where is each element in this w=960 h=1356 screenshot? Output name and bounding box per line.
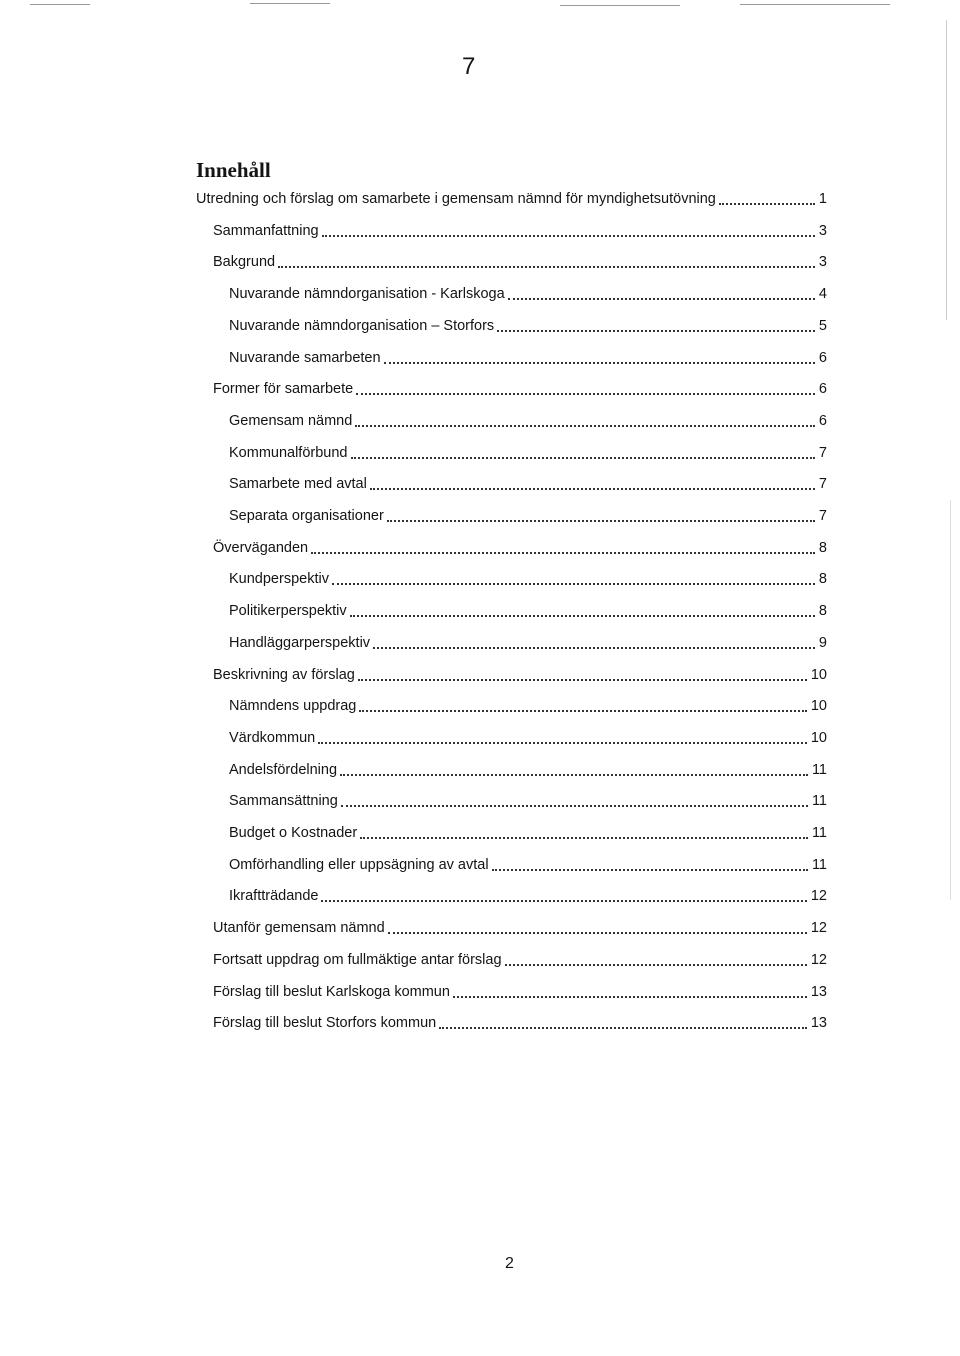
- toc-entry: [229, 882, 827, 906]
- toc-entry-page: 12: [810, 951, 827, 968]
- scan-noise: [30, 4, 90, 5]
- toc-entry: [196, 185, 827, 209]
- toc-entry-page: 5: [818, 317, 827, 334]
- toc-entry-title: Utanför gemensam nämnd: [213, 920, 385, 937]
- toc-entry: [229, 597, 827, 621]
- scan-noise: [946, 20, 947, 320]
- toc-entry-title: Nämndens uppdrag: [229, 698, 357, 715]
- toc-entry-leader: [356, 393, 815, 395]
- toc-entry-page: 9: [818, 634, 827, 651]
- toc-entry-title: Beskrivning av förslag: [213, 666, 355, 683]
- toc-entry: [213, 661, 827, 685]
- toc-entry: [213, 914, 827, 938]
- toc-entry-title: Förslag till beslut Storfors kommun: [213, 1015, 437, 1032]
- toc-entry-title: Nuvarande nämndorganisation – Storfors: [229, 317, 495, 334]
- toc-entry-leader: [505, 964, 807, 966]
- toc-entry-leader: [350, 615, 815, 617]
- toc-entry: [229, 470, 827, 494]
- page-number-top: 7: [462, 53, 476, 80]
- toc-entry-leader: [439, 1027, 807, 1029]
- toc-entry: [229, 629, 827, 653]
- toc-entry-leader: [370, 488, 815, 490]
- toc-entry-leader: [388, 932, 807, 934]
- toc-entry-title: Separata organisationer: [229, 508, 384, 524]
- toc-entry-page: 6: [818, 381, 827, 398]
- toc-entry-title: Förslag till beslut Karlskoga kommun: [213, 983, 450, 1000]
- toc-entry-title: Nuvarande nämndorganisation - Karlskoga: [229, 286, 505, 303]
- toc-entry: [229, 312, 827, 336]
- toc-entry-page: 6: [818, 349, 827, 366]
- toc-entry-page: 3: [818, 254, 827, 271]
- toc-entry: [229, 565, 827, 589]
- toc-entry: [229, 851, 827, 875]
- toc-entry-leader: [278, 266, 815, 268]
- toc-entry-leader: [351, 457, 815, 459]
- toc-entry-page: 8: [818, 539, 827, 556]
- toc-entry-leader: [340, 774, 808, 776]
- toc-entry-leader: [360, 837, 808, 839]
- toc-entry-title: Budget o Kostnader: [229, 825, 358, 841]
- toc-entry: [213, 248, 827, 272]
- toc-entry: [229, 344, 827, 368]
- toc-entry-leader: [387, 520, 815, 522]
- toc-entry-title: Andelsfördelning: [229, 761, 338, 778]
- toc-entry-page: 13: [810, 1015, 827, 1032]
- scan-noise: [250, 3, 330, 4]
- toc-entry-leader: [508, 298, 815, 300]
- toc-entry: [213, 1009, 827, 1033]
- toc-entry-leader: [311, 552, 815, 554]
- toc-entry: [213, 375, 827, 399]
- toc-entry-title: Politikerperspektiv: [229, 603, 347, 620]
- scan-noise: [950, 500, 951, 900]
- toc-entry: [229, 724, 827, 748]
- toc-entry-title: Bakgrund: [213, 254, 276, 271]
- toc-entry-title: Värdkommun: [229, 729, 316, 746]
- toc-entry: [213, 946, 827, 970]
- toc-entry-page: 4: [818, 286, 827, 303]
- toc-entry-page: 13: [810, 983, 827, 1000]
- toc-entry: [229, 756, 827, 780]
- toc-entry-leader: [453, 996, 807, 998]
- toc-entry-title: Handläggarperspektiv: [229, 634, 371, 651]
- toc-entry: [229, 819, 827, 843]
- toc-entry-leader: [359, 710, 806, 712]
- toc-entry-page: 11: [811, 856, 827, 873]
- toc-entry-leader: [355, 425, 815, 427]
- toc-entry-leader: [341, 805, 808, 807]
- toc-entry-leader: [384, 362, 815, 364]
- toc-entry-page: 1: [818, 191, 827, 207]
- toc-entry-leader: [318, 742, 807, 744]
- toc-entry-title: Sammanfattning: [213, 222, 319, 239]
- toc-entry-leader: [332, 583, 815, 585]
- toc-entry: [229, 787, 827, 811]
- scan-noise: [560, 5, 680, 6]
- toc-entry-page: 10: [810, 729, 827, 746]
- toc-entry: [229, 692, 827, 716]
- toc-entry: [229, 502, 827, 526]
- toc-entry-page: 12: [810, 888, 827, 905]
- toc-entry-title: Samarbete med avtal: [229, 476, 367, 493]
- toc-entry: [213, 534, 827, 558]
- toc-entry-page: 10: [810, 698, 827, 715]
- toc-entry: [213, 978, 827, 1002]
- toc-heading: Innehåll: [196, 158, 271, 182]
- toc-entry-page: 7: [818, 508, 827, 524]
- toc-entry-page: 7: [818, 444, 827, 461]
- toc-entry-leader: [719, 203, 815, 205]
- toc-entry-page: 3: [818, 222, 827, 239]
- toc-entry-page: 7: [818, 476, 827, 493]
- toc-entry: [229, 280, 827, 304]
- toc-entry: [213, 217, 827, 241]
- toc-entry-page: 8: [818, 603, 827, 620]
- toc-entry-page: 8: [818, 571, 827, 588]
- toc-entry: [229, 439, 827, 463]
- toc-entry-title: Utredning och förslag om samarbete i gemensam nämnd för myndighetsutövning: [196, 191, 716, 207]
- toc-entry-title: Kommunalförbund: [229, 444, 348, 461]
- toc-entry-title: Kundperspektiv: [229, 571, 329, 588]
- toc-entry-title: Ikraftträdande: [229, 888, 319, 905]
- toc-entry-leader: [321, 900, 806, 902]
- toc-entry-title: Gemensam nämnd: [229, 412, 353, 429]
- toc-entry-leader: [373, 647, 815, 649]
- toc-entry-leader: [492, 869, 808, 871]
- toc-entry-title: Sammansättning: [229, 793, 338, 810]
- scan-noise: [740, 4, 890, 5]
- toc-entry-page: 10: [810, 666, 827, 683]
- toc-entry-title: Fortsatt uppdrag om fullmäktige antar förslag: [213, 951, 502, 968]
- toc-entry-page: 11: [811, 761, 827, 778]
- toc-entry-page: 6: [818, 412, 827, 429]
- toc-entry: [229, 407, 827, 431]
- toc-entry-title: Överväganden: [213, 539, 309, 556]
- toc-entry-leader: [358, 679, 807, 681]
- toc-entry-page: 12: [810, 920, 827, 937]
- toc-entry-page: 11: [811, 793, 827, 810]
- toc-entry-page: 11: [811, 825, 827, 841]
- page-number-bottom: 2: [505, 1255, 514, 1272]
- toc-entry-title: Omförhandling eller uppsägning av avtal: [229, 856, 489, 873]
- toc-entry-title: Nuvarande samarbeten: [229, 349, 381, 366]
- toc-entry-leader: [497, 330, 815, 332]
- toc-entry-title: Former för samarbete: [213, 381, 354, 398]
- toc-entry-leader: [322, 235, 815, 237]
